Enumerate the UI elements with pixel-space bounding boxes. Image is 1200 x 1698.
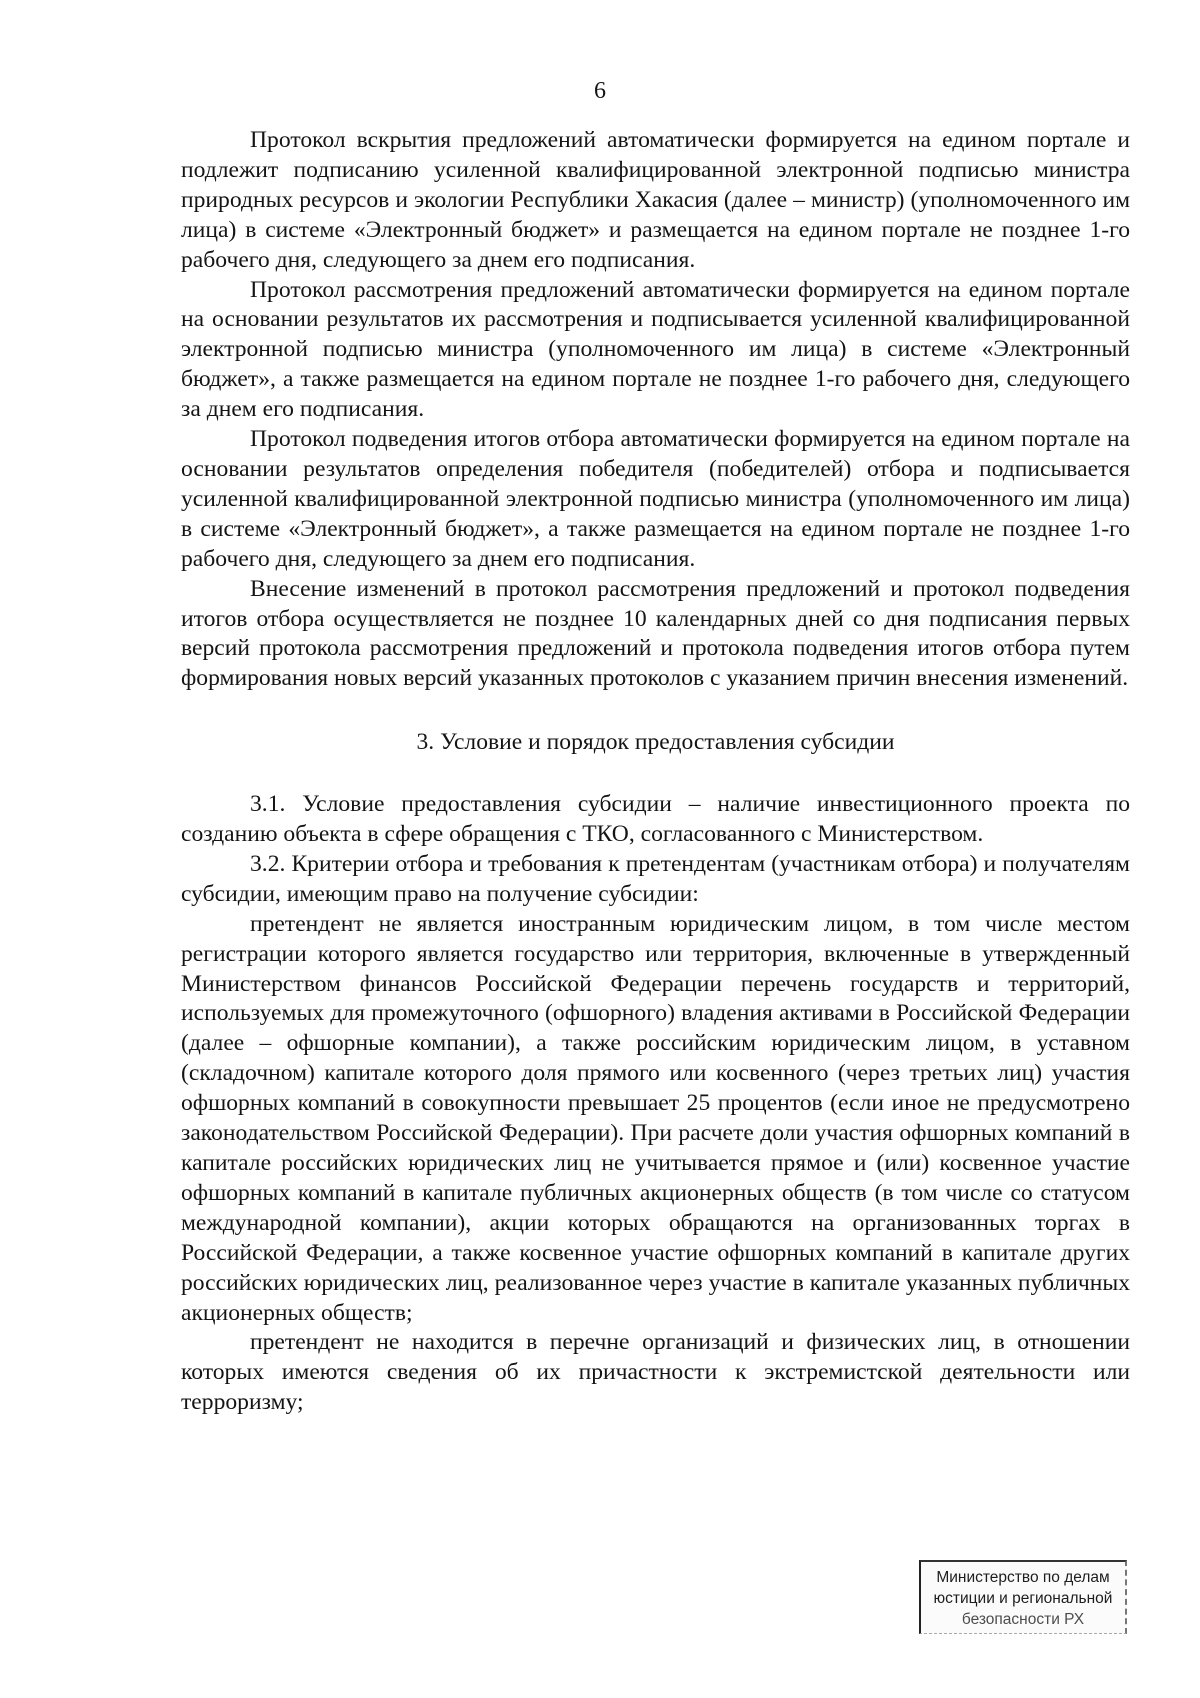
ministry-stamp <box>919 1560 1127 1634</box>
paragraph-review-protocol: Протокол рассмотрения предложений автоматически формируется на едином портале на основании результатов их рассмотрения и подписывается усиленной квалифицированной электронной подписью министра (уполномоченного им лица) в системе «Электронный бюджет», а также размещается на едином портале не позднее 1-го рабочего дня, следующего за днем его подписания. <box>181 276 1130 423</box>
paragraph-opening-protocol: Протокол вскрытия предложений автоматически формируется на едином портале и подлежит подписанию усиленной квалифицированной электронной подписью министра природных ресурсов и экологии Республики Хакасия (далее – министр) (уполномоченного им лица) в системе «Электронный бюджет» и размещается на едином портале не позднее 1-го рабочего дня, следующего за днем его подписания. <box>181 127 1130 273</box>
page-number: 6 <box>594 78 606 104</box>
requirement-not-foreign-entity: претендент не является иностранным юридическим лицом, в том числе местом регистрации которого является государство или территория, включенные в утвержденный Министерством финансов Российской Федерации перечень государств и территорий, используемых для промежуточного (офшорного) владения активами в Российской Федерации (далее – офшорные компании), а также российским юридическим лицом, в уставном (складочном) капитале которого доля прямого или косвенного (через третьих лиц) участия офшорных компаний в совокупности превышает 25 процентов (если иное не предусмотрено законодательством Российской Федерации). При расчете доли участия офшорных компаний в капитале российских юридических лиц не учитывается прямое и (или) косвенное участие офшорных компаний в капитале публичных акционерных обществ (в том числе со статусом международной компании), акции которых обращаются на организованных торгах в Российской Федерации, а также косвенное участие офшорных компаний в капитале других российских юридических лиц, реализованное через участие в капитале указанных публичных акционерных обществ; <box>181 910 1130 1326</box>
paragraph-protocol-amendments: Внесение изменений в протокол рассмотрения предложений и протокол подведения итогов отбора осуществляется не позднее 10 календарных дней со дня подписания первых версий протокола рассмотрения предложений и протокола подведения итогов отбора путем формирования новых версий указанных протоколов с указанием причин внесения изменений. <box>181 575 1130 692</box>
requirement-not-extremist-list: претендент не находится в перечне организаций и физических лиц, в отношении которых имеются сведения об их причастности к экстремистской деятельности или терроризму; <box>181 1329 1130 1416</box>
paragraph-results-protocol: Протокол подведения итогов отбора автоматически формируется на едином портале на основании результатов определения победителя (победителей) отбора и подписывается усиленной квалифицированной электронной подписью министра (уполномоченного им лица) в системе «Электронный бюджет», а также размещается на едином портале не позднее 1-го рабочего дня, следующего за днем его подписания. <box>181 426 1130 572</box>
stamp-line: Министерство по делам <box>936 1569 1110 1586</box>
clause-3-1: 3.1. Условие предоставления субсидии – наличие инвестиционного проекта по созданию объекта в сфере обращения с ТКО, согласованного с Министерством. <box>181 791 1130 848</box>
clause-3-2: 3.2. Критерии отбора и требования к претендентам (участникам отбора) и получателям субсидии, имеющим право на получение субсидии: <box>181 850 1130 907</box>
stamp-line: безопасности РХ <box>961 1611 1085 1628</box>
stamp-line: юстиции и региональной <box>933 1590 1113 1607</box>
section-title: 3. Условие и порядок предоставления субсидии <box>416 729 895 756</box>
document-body <box>181 126 1130 1418</box>
